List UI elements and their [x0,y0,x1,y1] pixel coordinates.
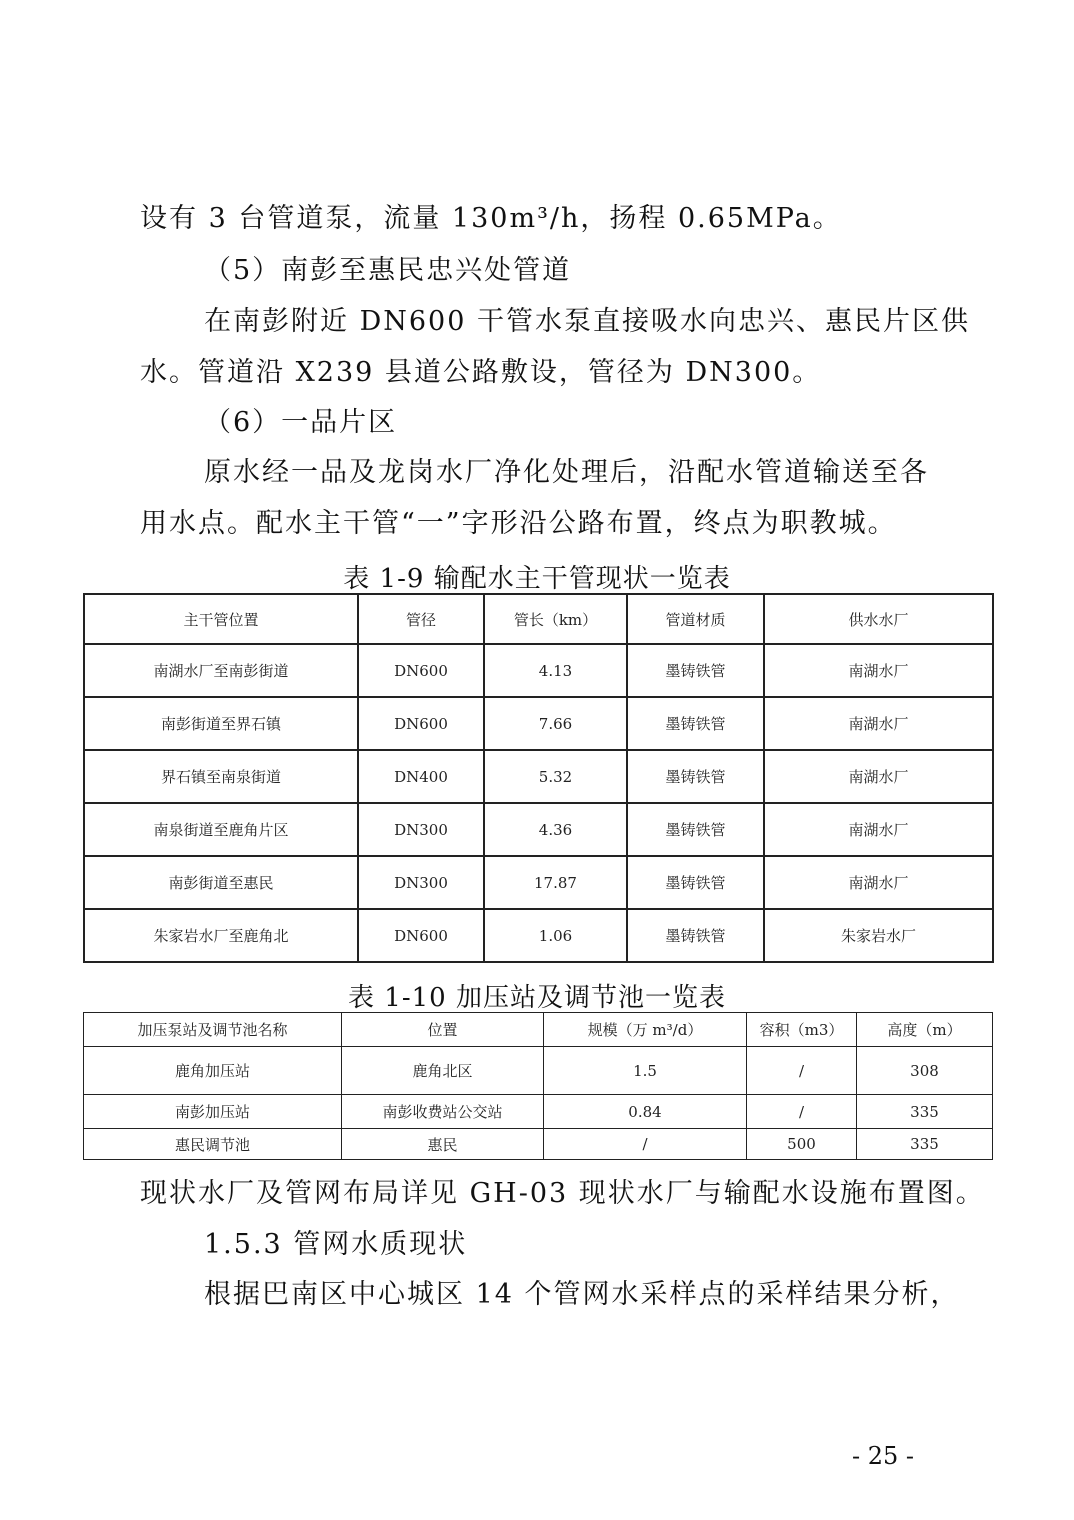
table-cell: DN600 [358,909,484,962]
header-cell: 高度（m） [857,1013,993,1047]
table-cell: 308 [857,1047,993,1095]
table-cell: 南彭街道至界石镇 [84,697,358,750]
table-cell: 5.32 [484,750,627,803]
table-cell: 墨铸铁管 [627,909,764,962]
table-row [84,909,993,962]
table-row [84,697,993,750]
table-cell: 500 [747,1129,857,1160]
table-cell: / [747,1095,857,1129]
pipeline-table [83,593,994,963]
table-cell: 南湖水厂 [764,644,993,697]
subheading: （5）南彭至惠民忠兴处管道 [204,255,572,286]
table-cell: DN300 [358,803,484,856]
table-cell: 335 [857,1095,993,1129]
header-cell: 规模（万 m³/d） [544,1013,747,1047]
table-header-row [84,594,993,644]
paragraph: 根据巴南区中心城区 14 个管网水采样点的采样结果分析， [204,1279,960,1310]
table-row [84,1129,993,1160]
table-cell: DN600 [358,697,484,750]
table-cell: DN300 [358,856,484,909]
header-cell: 主干管位置 [84,594,358,644]
paragraph: 水。管道沿 X239 县道公路敷设，管径为 DN300。 [140,357,822,388]
table-cell: DN600 [358,644,484,697]
subheading: （6）一品片区 [204,407,398,438]
table-row [84,1047,993,1095]
table-cell: 墨铸铁管 [627,750,764,803]
paragraph: 用水点。配水主干管“一”字形沿公路布置，终点为职教城。 [140,508,897,539]
table-cell: 南湖水厂至南彭街道 [84,644,358,697]
table-cell: 惠民调节池 [84,1129,342,1160]
table-cell: 335 [857,1129,993,1160]
table-cell: 南湖水厂 [764,750,993,803]
table-cell: DN400 [358,750,484,803]
table-cell: 鹿角加压站 [84,1047,342,1095]
paragraph: 在南彭附近 DN600 干管水泵直接吸水向忠兴、惠民片区供 [204,306,970,337]
header-cell: 容积（m3） [747,1013,857,1047]
header-cell: 供水水厂 [764,594,993,644]
table-cell: / [544,1129,747,1160]
table-cell: 4.13 [484,644,627,697]
table-cell: 惠民 [342,1129,544,1160]
table-cell: 0.84 [544,1095,747,1129]
header-cell: 位置 [342,1013,544,1047]
table-caption: 表 1-9 输配水主干管现状一览表 [343,564,731,594]
pump-station-table [83,1012,993,1160]
header-cell: 管长（km） [484,594,627,644]
table-row [84,803,993,856]
table-cell: 17.87 [484,856,627,909]
table-cell: 南湖水厂 [764,856,993,909]
paragraph: 现状水厂及管网布局详见 GH-03 现状水厂与输配水设施布置图。 [140,1178,985,1209]
header-cell: 管道材质 [627,594,764,644]
table-cell: 南彭加压站 [84,1095,342,1129]
header-cell: 管径 [358,594,484,644]
table-caption: 表 1-10 加压站及调节池一览表 [348,983,726,1013]
table-cell: 墨铸铁管 [627,644,764,697]
table-cell: 朱家岩水厂 [764,909,993,962]
table-row [84,750,993,803]
table-row [84,644,993,697]
table-cell: 南泉街道至鹿角片区 [84,803,358,856]
table-row [84,1095,993,1129]
page-number: - 25 - [852,1442,915,1470]
table-cell: / [747,1047,857,1095]
table-cell: 1.5 [544,1047,747,1095]
table-cell: 1.06 [484,909,627,962]
table-cell: 7.66 [484,697,627,750]
table-cell: 南彭街道至惠民 [84,856,358,909]
table-cell: 鹿角北区 [342,1047,544,1095]
table-cell: 墨铸铁管 [627,803,764,856]
table-cell: 4.36 [484,803,627,856]
table-cell: 南湖水厂 [764,697,993,750]
table-cell: 墨铸铁管 [627,856,764,909]
paragraph: 设有 3 台管道泵，流量 130m³/h，扬程 0.65MPa。 [140,203,842,234]
header-cell: 加压泵站及调节池名称 [84,1013,342,1047]
table-cell: 南彭收费站公交站 [342,1095,544,1129]
paragraph: 原水经一品及龙岗水厂净化处理后，沿配水管道输送至各 [204,457,929,488]
section-heading: 1.5.3 管网水质现状 [204,1229,468,1260]
table-header-row [84,1013,993,1047]
table-cell: 南湖水厂 [764,803,993,856]
table-cell: 界石镇至南泉街道 [84,750,358,803]
table-cell: 墨铸铁管 [627,697,764,750]
table-row [84,856,993,909]
table-cell: 朱家岩水厂至鹿角北 [84,909,358,962]
